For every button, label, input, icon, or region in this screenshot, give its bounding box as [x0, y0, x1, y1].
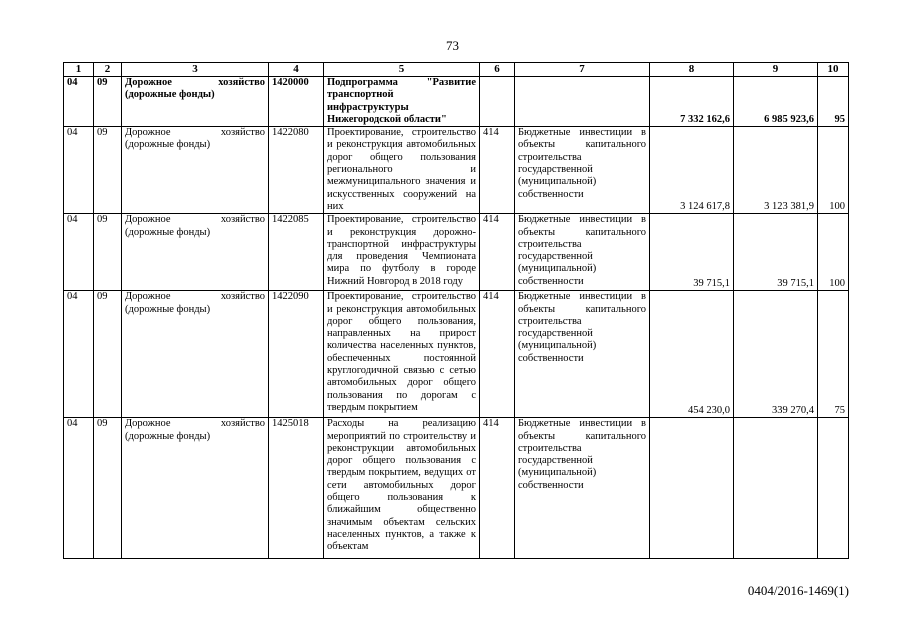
type-code-cell [480, 77, 515, 127]
column-header: 6 [480, 63, 515, 77]
section-cell: 04 [64, 291, 94, 418]
program-cell: Проектирование, строительство и реконструкция автомобильных дорог общего пользования регионального и межмуниципального значения и искусственных сооружений на них [324, 127, 480, 214]
budget-table [63, 62, 849, 559]
table-row [64, 418, 849, 559]
subsection-cell: 09 [94, 127, 122, 214]
column-header: 8 [650, 63, 734, 77]
column-header: 7 [515, 63, 650, 77]
percent-cell: 100 [818, 127, 849, 214]
column-header: 9 [734, 63, 818, 77]
planned-amount-cell: 454 230,0 [650, 291, 734, 418]
name-cell: Дорожное хозяйство (дорожные фонды) [122, 291, 269, 418]
name-cell: Дорожное хозяйство (дорожные фонды) [122, 127, 269, 214]
document-code: 0404/2016-1469(1) [747, 583, 849, 598]
code-cell: 1422080 [269, 127, 324, 214]
type-name-cell: Бюджетные инвестиции в объекты капитального строительства государственной (муниципальной) собственности [515, 127, 650, 214]
page-number: 73 [446, 38, 459, 53]
planned-amount-cell [650, 418, 734, 559]
code-cell: 1420000 [269, 77, 324, 127]
table-row [64, 291, 849, 418]
column-header: 4 [269, 63, 324, 77]
header-row [64, 63, 849, 77]
type-code-cell: 414 [480, 127, 515, 214]
section-cell: 04 [64, 127, 94, 214]
type-name-cell: Бюджетные инвестиции в объекты капитального строительства государственной (муниципальной) собственности [515, 418, 650, 559]
subsection-cell: 09 [94, 418, 122, 559]
program-cell: Проектирование, строительство и реконструкция автомобильных дорог общего пользования, направленных на прирост количества населенных пунктов, обеспеченных постоянной круглогодичной связью с сетью автомобильных дорог общего пользования по дорогам с твердым покрытием [324, 291, 480, 418]
code-cell: 1422090 [269, 291, 324, 418]
type-code-cell: 414 [480, 291, 515, 418]
type-name-cell: Бюджетные инвестиции в объекты капитального строительства государственной (муниципальной) собственности [515, 214, 650, 291]
actual-amount-cell [734, 418, 818, 559]
subsection-cell: 09 [94, 214, 122, 291]
table-row [64, 77, 849, 127]
column-header: 10 [818, 63, 849, 77]
column-header: 3 [122, 63, 269, 77]
program-cell: Подпрограмма "Развитие транспортной инфраструктуры Нижегородской области" [324, 77, 480, 127]
planned-amount-cell: 7 332 162,6 [650, 77, 734, 127]
planned-amount-cell: 3 124 617,8 [650, 127, 734, 214]
percent-cell: 95 [818, 77, 849, 127]
name-cell: Дорожное хозяйство (дорожные фонды) [122, 77, 269, 127]
type-name-cell: Бюджетные инвестиции в объекты капитального строительства государственной (муниципальной) собственности [515, 291, 650, 418]
column-header: 2 [94, 63, 122, 77]
actual-amount-cell: 6 985 923,6 [734, 77, 818, 127]
percent-cell: 75 [818, 291, 849, 418]
subsection-cell: 09 [94, 77, 122, 127]
section-cell: 04 [64, 214, 94, 291]
percent-cell: 100 [818, 214, 849, 291]
table-row [64, 214, 849, 291]
actual-amount-cell: 339 270,4 [734, 291, 818, 418]
actual-amount-cell: 3 123 381,9 [734, 127, 818, 214]
actual-amount-cell: 39 715,1 [734, 214, 818, 291]
section-cell: 04 [64, 418, 94, 559]
code-cell: 1425018 [269, 418, 324, 559]
type-name-cell [515, 77, 650, 127]
type-code-cell: 414 [480, 418, 515, 559]
table-row [64, 127, 849, 214]
subsection-cell: 09 [94, 291, 122, 418]
type-code-cell: 414 [480, 214, 515, 291]
program-cell: Проектирование, строительство и реконструкция дорожно-транспортной инфраструктуры для проведения Чемпионата мира по футболу в городе Нижний Новгород в 2018 году [324, 214, 480, 291]
name-cell: Дорожное хозяйство (дорожные фонды) [122, 214, 269, 291]
percent-cell [818, 418, 849, 559]
code-cell: 1422085 [269, 214, 324, 291]
section-cell: 04 [64, 77, 94, 127]
planned-amount-cell: 39 715,1 [650, 214, 734, 291]
column-header: 5 [324, 63, 480, 77]
program-cell: Расходы на реализацию мероприятий по строительству и реконструкции автомобильных дорог общего пользования с твердым покрытием, ведущих от сети автомобильных дорог общего пользования к ближайшим общественно значимым объектам сельских населенных пунктов, а также к объектам [324, 418, 480, 559]
column-header: 1 [64, 63, 94, 77]
name-cell: Дорожное хозяйство (дорожные фонды) [122, 418, 269, 559]
